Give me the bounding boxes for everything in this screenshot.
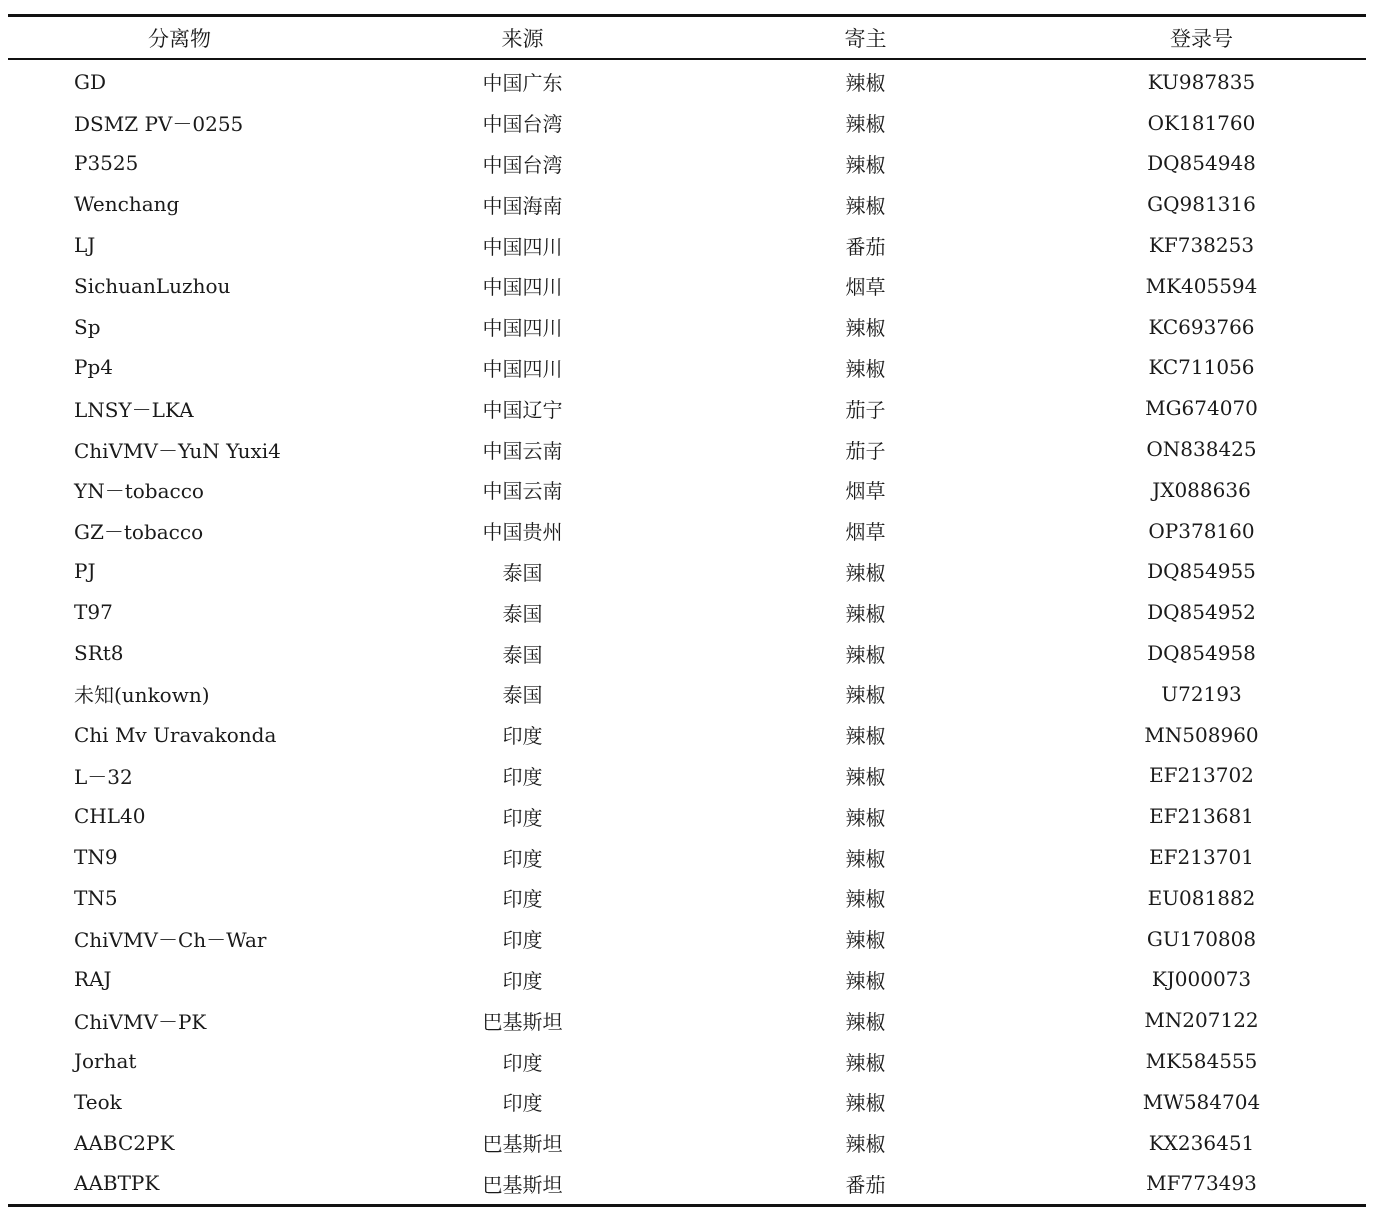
cell-host: 茄子 [845,438,886,463]
table-row [8,1163,1366,1204]
table-row [8,347,1366,388]
table-row [8,837,1366,878]
table-row [8,62,1366,103]
table-header-row [8,17,1366,58]
cell-isolate: SRt8 [74,641,124,666]
cell-source: 中国四川 [482,356,563,381]
cell-isolate: Chi Mv Uravakonda [74,722,277,747]
cell-accession: EU081882 [1147,885,1256,910]
cell-accession: U72193 [1161,681,1242,706]
cell-accession: MG674070 [1145,396,1258,421]
cell-host: 辣椒 [845,1009,886,1034]
cell-source: 中国海南 [482,193,563,218]
cell-accession: KX236451 [1148,1130,1255,1155]
cell-source: 印度 [502,1050,543,1075]
cell-source: 印度 [502,928,543,953]
cell-accession: MN508960 [1144,722,1259,747]
cell-source: 泰国 [502,683,543,708]
table-row [8,1041,1366,1082]
cell-isolate: Wenchang [74,192,180,217]
cell-source: 印度 [502,764,543,789]
cell-accession: EF213702 [1149,763,1254,788]
cell-host: 辣椒 [845,71,886,96]
table-row [8,551,1366,592]
table-row [8,225,1366,266]
cell-host: 辣椒 [845,1050,886,1075]
cell-accession: KC693766 [1148,314,1255,339]
cell-host: 辣椒 [845,1091,886,1116]
cell-host: 辣椒 [845,724,886,749]
cell-host: 辣椒 [845,152,886,177]
cell-host: 辣椒 [845,1132,886,1157]
cell-host: 辣椒 [845,316,886,341]
table-row [8,918,1366,959]
table-row [8,959,1366,1000]
header-source: 来源 [501,26,544,51]
cell-accession: OP378160 [1148,518,1255,543]
cell-accession: MK405594 [1145,273,1258,298]
cell-accession: MF773493 [1146,1171,1257,1196]
cell-accession: OK181760 [1147,110,1256,135]
cell-accession: ON838425 [1146,437,1257,462]
cell-accession: DQ854952 [1147,600,1256,625]
cell-source: 中国四川 [482,316,563,341]
cell-host: 烟草 [845,275,886,300]
cell-accession: GQ981316 [1147,192,1256,217]
cell-source: 中国辽宁 [482,397,563,422]
cell-isolate: Pp4 [74,355,113,380]
table-row [8,143,1366,184]
cell-host: 辣椒 [845,112,886,137]
cell-source: 印度 [502,1091,543,1116]
table-row [8,755,1366,796]
cell-accession: GU170808 [1146,926,1257,951]
cell-source: 中国台湾 [482,152,563,177]
cell-isolate: DSMZ PV－0255 [74,112,244,137]
cell-host: 辣椒 [845,193,886,218]
cell-isolate: AABTPK [74,1171,160,1196]
cell-isolate: TN5 [74,885,118,910]
cell-host: 辣椒 [845,928,886,953]
cell-source: 中国云南 [482,479,563,504]
cell-isolate: Jorhat [74,1049,137,1074]
cell-accession: DQ854958 [1147,641,1256,666]
cell-host: 番茄 [845,234,886,259]
cell-isolate: Teok [74,1089,122,1114]
table-row [8,877,1366,918]
cell-isolate: GD [74,69,107,94]
table-row [8,1122,1366,1163]
cell-accession: KJ000073 [1151,967,1252,992]
cell-source: 印度 [502,846,543,871]
cell-accession: DQ854955 [1147,559,1256,584]
cell-host: 辣椒 [845,968,886,993]
cell-isolate: T97 [74,600,113,625]
cell-accession: MK584555 [1145,1049,1258,1074]
cell-source: 中国四川 [482,275,563,300]
cell-isolate: ChiVMV－YuN Yuxi4 [74,438,281,463]
cell-accession: EF213681 [1149,804,1254,829]
cell-source: 中国四川 [482,234,563,259]
table-row [8,1000,1366,1041]
table-row [8,184,1366,225]
cell-accession: MN207122 [1144,1008,1259,1033]
cell-source: 巴基斯坦 [482,1172,563,1197]
table-body [8,60,1366,1204]
cell-accession: JX088636 [1152,477,1251,502]
table-row [8,1081,1366,1122]
cell-isolate: Sp [74,314,101,339]
cell-isolate: LNSY－LKA [74,397,194,422]
cell-isolate: AABC2PK [74,1130,175,1155]
table-row [8,102,1366,143]
cell-isolate: GZ－tobacco [74,520,204,545]
cell-accession: MW584704 [1142,1089,1261,1114]
header-host: 寄主 [844,26,887,51]
cell-host: 辣椒 [845,642,886,667]
cell-host: 烟草 [845,520,886,545]
table-row [8,633,1366,674]
table-row [8,388,1366,429]
cell-isolate: LJ [74,233,96,258]
cell-source: 中国广东 [482,71,563,96]
cell-source: 巴基斯坦 [482,1132,563,1157]
cell-source: 中国台湾 [482,112,563,137]
cell-source: 泰国 [502,601,543,626]
table-row [8,306,1366,347]
cell-host: 辣椒 [845,601,886,626]
table-row [8,592,1366,633]
cell-host: 茄子 [845,397,886,422]
cell-isolate: ChiVMV－PK [74,1009,207,1034]
header-isolate: 分离物 [148,26,211,51]
table-row [8,673,1366,714]
cell-host: 辣椒 [845,356,886,381]
cell-isolate: TN9 [74,845,118,870]
cell-host: 番茄 [845,1172,886,1197]
cell-isolate: SichuanLuzhou [74,273,231,298]
cell-source: 泰国 [502,560,543,585]
cell-isolate: P3525 [74,151,139,176]
table-row [8,714,1366,755]
cell-accession: KF738253 [1148,233,1255,258]
cell-source: 巴基斯坦 [482,1009,563,1034]
cell-isolate: RAJ [74,967,112,992]
table-row [8,796,1366,837]
table-row [8,265,1366,306]
cell-host: 辣椒 [845,560,886,585]
cell-source: 泰国 [502,642,543,667]
cell-isolate: CHL40 [74,804,146,829]
cell-host: 辣椒 [845,805,886,830]
table-row [8,429,1366,470]
cell-isolate: L－32 [74,764,133,789]
cell-accession: KC711056 [1148,355,1255,380]
cell-accession: EF213701 [1149,845,1254,870]
cell-source: 印度 [502,805,543,830]
header-accession: 登录号 [1170,26,1233,51]
cell-isolate: YN－tobacco [74,479,204,504]
table-row [8,469,1366,510]
cell-isolate: 未知(unkown) [74,683,210,708]
isolate-table [8,14,1366,1207]
cell-isolate: PJ [74,559,96,584]
cell-source: 印度 [502,887,543,912]
cell-host: 辣椒 [845,887,886,912]
cell-accession: DQ854948 [1147,151,1256,176]
cell-host: 辣椒 [845,764,886,789]
cell-source: 印度 [502,724,543,749]
cell-accession: KU987835 [1147,69,1256,94]
table-row [8,510,1366,551]
cell-source: 中国贵州 [482,520,563,545]
cell-source: 中国云南 [482,438,563,463]
cell-host: 辣椒 [845,846,886,871]
cell-source: 印度 [502,968,543,993]
cell-host: 烟草 [845,479,886,504]
cell-isolate: ChiVMV－Ch－War [74,928,267,953]
table-bottom-rule [8,1204,1366,1207]
cell-host: 辣椒 [845,683,886,708]
